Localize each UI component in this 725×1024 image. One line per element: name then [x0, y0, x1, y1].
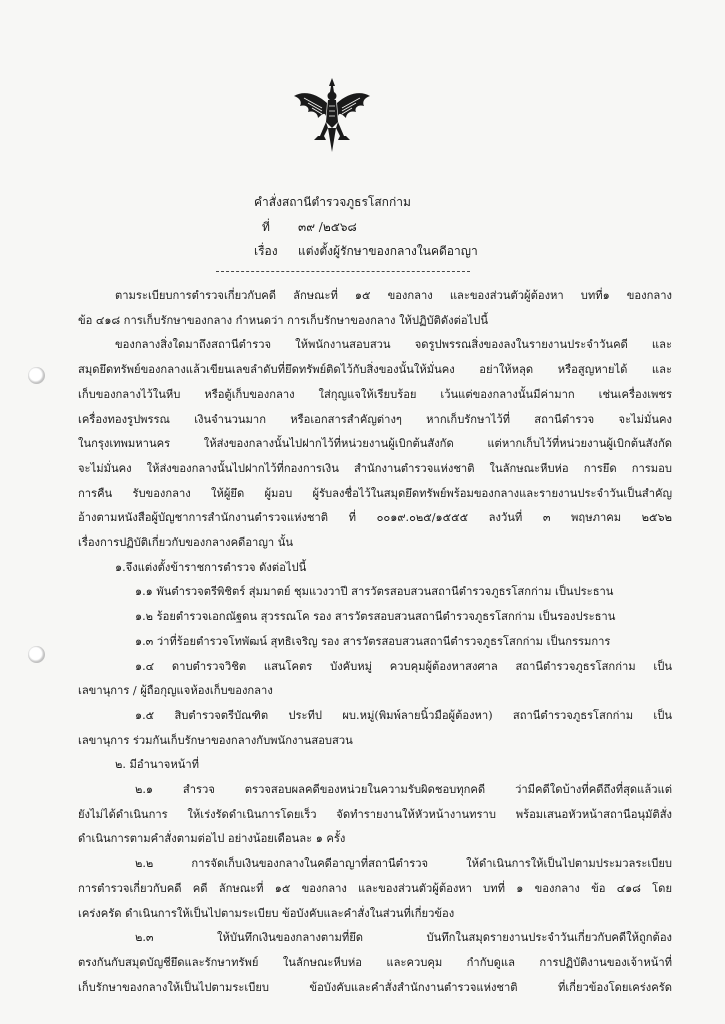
duty-item: ๒.๑ สำรวจ ตรวจสอบผลคดีของหน่วยในความรับผิดชอบทุกคดี ว่ามีคดีใดบ้างที่คดีถึงที่สุดแล้วแต่ — [135, 783, 672, 797]
body-line: ในกรุงเทพมหานคร ให้ส่งของกลางนั้นไปฝากไว้ที่หน่วยงานผู้เบิกต้นสังกัด แต่หากเก็บไว้ที่หน่วยงานผู้เบิกต้นสังกัด — [78, 437, 672, 451]
body-line: การคืน รับของกลาง ให้ผู้ยึด ผู้มอบ ผู้รับลงชื่อไว้ในสมุดยึดทรัพย์พร้อมของกลางและรายงานประจำวันเป็นสำคัญ — [78, 486, 672, 500]
body-line: การตำรวจเกี่ยวกับคดี คดี ลักษณะที่ ๑๕ ของกลาง และของส่วนตัวผู้ต้องหา บทที่ ๑ ของกลาง ข้อ ๔๑๘ โดย — [78, 881, 672, 895]
punch-hole — [28, 646, 45, 663]
duty-item: ๒.๒ การจัดเก็บเงินของกลางในคดีอาญาที่สถานีตำรวจ ให้ดำเนินการให้เป็นไปตามประมวลระเบียบ — [135, 857, 672, 871]
duty-item: ๒.๓ ให้บันทึกเงินของกลางตามที่ยึด บันทึกในสมุดรายงานประจำวันเกี่ยวกับคดีให้ถูกต้อง — [135, 931, 672, 945]
appointee-item: ๑.๕ สิบตำรวจตรีบัณฑิต ประทีป ผบ.หมู่(พิมพ์ลายนิ้วมือผู้ต้องหา) สถานีตำรวจภูธรโสกก่าม เป็น — [135, 708, 672, 722]
garuda-emblem-icon — [292, 76, 372, 156]
body-line: เลขานุการ ร่วมกันเก็บรักษาของกลางกับพนักงานสอบสวน — [78, 733, 353, 747]
appointee-item: ๑.๑ พันตำรวจตรีพิชิตร์ สุ่มมาตย์ ชุมแวงวาปี สารวัตรสอบสวนสถานีตำรวจภูธรโสกก่าม เป็นประธาน — [135, 585, 614, 599]
body-line: เรื่องการปฏิบัติเกี่ยวกับของกลางคดีอาญา นั้น — [78, 536, 293, 550]
body-line: เครื่องทองรูปพรรณ เงินจำนวนมาก หรือเอกสารสำคัญต่างๆ หากเก็บรักษาไว้ที่ สถานีตำรวจ จะไม่มั่นคง — [78, 412, 672, 426]
body-line: สมุดยึดทรัพย์ของกลางแล้วเขียนเลขลำดับที่ยึดทรัพย์ติดไว้กับสิ่งของนั้นให้มั่นคง อย่าให้หลุด หรือสูญหายได้ และ — [78, 363, 672, 377]
body-line: ยังไม่ได้ดำเนินการ ให้เร่งรัดดำเนินการโดยเร็ว จัดทำรายงานให้หัวหน้างานทราบ พร้อมเสนอหัวหน้าสถานีอนุมัติสั่ง — [78, 807, 672, 821]
body-line: ข้อ ๔๑๘ การเก็บรักษาของกลาง กำหนดว่า การเก็บรักษาของกลาง ให้ปฏิบัติดังต่อไปนี้ — [78, 313, 488, 327]
header-divider — [216, 271, 470, 272]
order-number: ๓๙ /๒๕๖๘ — [298, 220, 357, 234]
order-number-label: ที่ — [262, 220, 270, 234]
body-line: ของกลางสิ่งใดมาถึงสถานีตำรวจ ให้พนักงานสอบสวน จดรูปพรรณสิ่งของลงในรายงานประจำวันคดี และ — [115, 338, 672, 352]
section-heading: ๒. มีอำนาจหน้าที่ — [115, 758, 200, 772]
body-line: เคร่งครัด ดำเนินการให้เป็นไปตามระเบียบ ข้อบังคับและคำสั่งในส่วนที่เกี่ยวข้อง — [78, 906, 455, 920]
appointee-item: ๑.๔ ดาบตำรวจวิชิต แสนโคตร บังคับหมู่ ควบคุมผู้ต้องหาสงศาล สถานีตำรวจภูธรโสกก่าม เป็น — [135, 659, 672, 673]
section-heading: ๑.จึงแต่งตั้งข้าราชการตำรวจ ดังต่อไปนี้ — [115, 560, 307, 574]
appointee-item: ๑.๓ ว่าที่ร้อยตำรวจโทพัฒน์ สุทธิเจริญ รอง สารวัตรสอบสวนสถานีตำรวจภูธรโสกก่าม เป็นกรรมการ — [135, 634, 611, 648]
body-line: อ้างตามหนังสือผู้บัญชาการสำนักงานตำรวจแห่งชาติ ที่ ๐๐๑๙.๐๒๕/๑๕๕๕ ลงวันที่ ๓ พฤษภาคม ๒๕๖๒ — [78, 511, 672, 525]
body-line: ตรงกันกับสมุดบัญชียึดและรักษาทรัพย์ ในลักษณะหีบห่อ และควบคุม กำกับดูแล การปฏิบัติงานของเจ้าหน้าที่ — [78, 955, 672, 969]
body-line: เลขานุการ / ผู้ถือกุญแจห้องเก็บของกลาง — [78, 684, 273, 698]
order-title: คำสั่งสถานีตำรวจภูธรโสกก่าม — [254, 195, 411, 209]
body-line: เก็บของกลางไว้ในหีบ หรือตู้เก็บของกลาง ใส่กุญแจให้เรียบร้อย เว้นแต่ของกลางนั้นมีค่ามาก เช่นเครื่องเพชร — [78, 387, 672, 401]
body-line: จะไม่มั่นคง ให้ส่งของกลางนั้นไปฝากไว้ที่กองการเงิน สำนักงานตำรวจแห่งชาติ ในลักษณะหีบห่อ การยึด การมอบ — [78, 461, 672, 475]
body-line: เก็บรักษาของกลางให้เป็นไปตามระเบียบ ข้อบังคับและคำสั่งสำนักงานตำรวจแห่งชาติ ที่เกี่ยวข้องโดยเคร่งครัด — [78, 980, 672, 994]
subject-label: เรื่อง — [254, 244, 278, 258]
punch-hole — [28, 367, 45, 384]
appointee-item: ๑.๒ ร้อยตำรวจเอกณัฐดน สุวรรณโค รอง สารวัตรสอบสวนสถานีตำรวจภูธรโสกก่าม เป็นรองประธาน — [135, 610, 616, 624]
body-line: ดำเนินการตามคำสั่งตามต่อไป อย่างน้อยเดือนละ ๑ ครั้ง — [78, 832, 346, 846]
order-body — [78, 284, 672, 1000]
subject-text: แต่งตั้งผู้รักษาของกลางในคดีอาญา — [298, 244, 478, 258]
body-line: ตามระเบียบการตำรวจเกี่ยวกับคดี ลักษณะที่ ๑๕ ของกลาง และของส่วนตัวผู้ต้องหา บทที่๑ ของกลาง — [115, 289, 672, 302]
